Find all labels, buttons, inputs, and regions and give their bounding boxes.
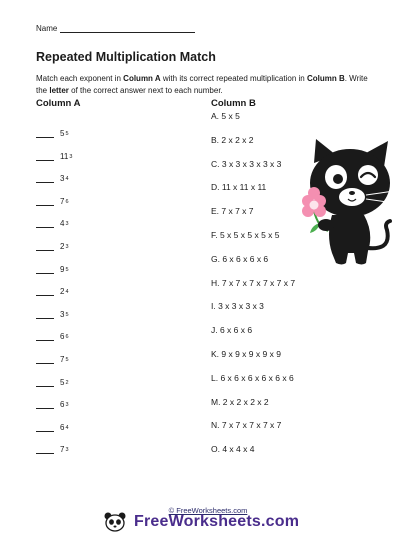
column-a-item xyxy=(36,239,69,251)
column-a-item xyxy=(36,194,69,206)
column-a-item xyxy=(36,442,69,454)
column-a-item xyxy=(36,307,69,319)
cat-holding-flower-icon xyxy=(292,135,404,270)
column-b-item: K. 9 x 9 x 9 x 9 x 9 xyxy=(211,349,281,359)
column-b-item: I. 3 x 3 x 3 x 3 xyxy=(211,301,264,312)
exponent-base: 7 xyxy=(60,355,65,364)
column-b-item: F. 5 x 5 x 5 x 5 x 5 xyxy=(211,230,280,240)
column-b-item: A. 5 x 5 xyxy=(211,111,240,121)
answer-blank[interactable] xyxy=(36,286,54,296)
column-a-item xyxy=(36,216,69,228)
exponent-base: 3 xyxy=(60,309,65,319)
answer-blank[interactable] xyxy=(36,241,54,251)
exponent-power: 4 xyxy=(65,176,69,183)
column-a-item xyxy=(36,397,69,409)
answer-blank[interactable] xyxy=(36,173,54,183)
column-a-item xyxy=(36,149,72,161)
exponent-power: 4 xyxy=(65,289,69,296)
exponent-power: 5 xyxy=(65,266,69,273)
exponent-base: 3 xyxy=(60,174,65,184)
panda-logo-icon xyxy=(104,512,126,532)
footer-url[interactable]: © FreeWorksheets.com xyxy=(168,506,248,515)
exponent-power: 5 xyxy=(65,131,69,137)
exponent-base: 6 xyxy=(60,332,65,342)
exponent-power: 3 xyxy=(65,244,69,250)
answer-blank[interactable] xyxy=(36,309,54,319)
exponent-base: 6 xyxy=(60,422,65,432)
exponent-power: 6 xyxy=(65,334,69,341)
answer-blank[interactable] xyxy=(36,128,54,138)
exponent-base: 4 xyxy=(60,219,65,229)
column-b-item: M. 2 x 2 x 2 x 2 xyxy=(211,396,269,407)
instructions: Match each exponent in Column A with its correct repeated multiplication in Column B. Write the letter of the correct answer next to each number. xyxy=(36,74,368,95)
column-b-item: L. 6 x 6 x 6 x 6 x 6 x 6 xyxy=(211,372,294,383)
exponent-power: 3 xyxy=(65,402,69,409)
answer-blank[interactable] xyxy=(36,444,54,454)
answer-blank[interactable] xyxy=(36,151,54,161)
exponent-base: 11 xyxy=(60,151,69,161)
column-a-item xyxy=(36,171,69,183)
exponent-power: 6 xyxy=(65,198,69,205)
column-a-item xyxy=(36,126,69,138)
answer-blank[interactable] xyxy=(36,422,54,432)
column-b-item: G. 6 x 6 x 6 x 6 xyxy=(211,253,269,264)
column-a-item xyxy=(36,329,69,341)
answer-blank[interactable] xyxy=(36,399,54,409)
exponent-base: 2 xyxy=(60,242,65,251)
answer-blank[interactable] xyxy=(36,196,54,206)
column-b-item: O. 4 x 4 x 4 xyxy=(211,444,255,455)
exponent-power: 3 xyxy=(65,221,69,228)
answer-blank[interactable] xyxy=(36,218,54,228)
exponent-base: 2 xyxy=(60,287,65,297)
name-field-row xyxy=(36,24,195,33)
name-line xyxy=(60,24,195,33)
column-b-item: N. 7 x 7 x 7 x 7 x 7 xyxy=(211,420,282,431)
answer-blank[interactable] xyxy=(36,264,54,274)
column-b-item: D. 11 x 11 x 11 xyxy=(211,182,267,193)
exponent-power: 3 xyxy=(65,447,69,454)
column-a-heading: Column A xyxy=(36,98,81,109)
column-b-item: J. 6 x 6 x 6 xyxy=(211,325,253,336)
exponent-power: 5 xyxy=(65,311,69,318)
column-a-item xyxy=(36,420,69,432)
answer-blank[interactable] xyxy=(36,331,54,341)
exponent-base: 7 xyxy=(60,196,65,206)
column-b-item: H. 7 x 7 x 7 x 7 x 7 x 7 xyxy=(211,277,296,288)
exponent-base: 7 xyxy=(60,445,65,455)
answer-blank[interactable] xyxy=(36,377,54,387)
column-b-item: B. 2 x 2 x 2 xyxy=(211,134,254,145)
column-b-heading: Column B xyxy=(211,98,256,109)
exponent-power: 5 xyxy=(65,357,69,363)
worksheet-title: Repeated Multiplication Match xyxy=(36,50,216,64)
exponent-base: 5 xyxy=(60,129,65,138)
exponent-power: 4 xyxy=(65,424,69,431)
footer-brand xyxy=(104,512,299,532)
name-label: Name xyxy=(36,24,58,33)
exponent-base: 9 xyxy=(60,264,65,274)
column-a-item xyxy=(36,352,69,364)
brand-name: FreeWorksheets.com xyxy=(134,513,300,530)
exponent-base: 5 xyxy=(60,377,65,387)
answer-blank[interactable] xyxy=(36,354,54,364)
column-a-item xyxy=(36,375,69,387)
column-b-item: C. 3 x 3 x 3 x 3 x 3 xyxy=(211,158,282,169)
exponent-power: 2 xyxy=(65,379,69,386)
column-a-item xyxy=(36,284,69,296)
exponent-base: 6 xyxy=(60,400,65,410)
column-b-item: E. 7 x 7 x 7 xyxy=(211,206,254,217)
column-a-item xyxy=(36,262,69,274)
exponent-power: 3 xyxy=(69,153,73,160)
